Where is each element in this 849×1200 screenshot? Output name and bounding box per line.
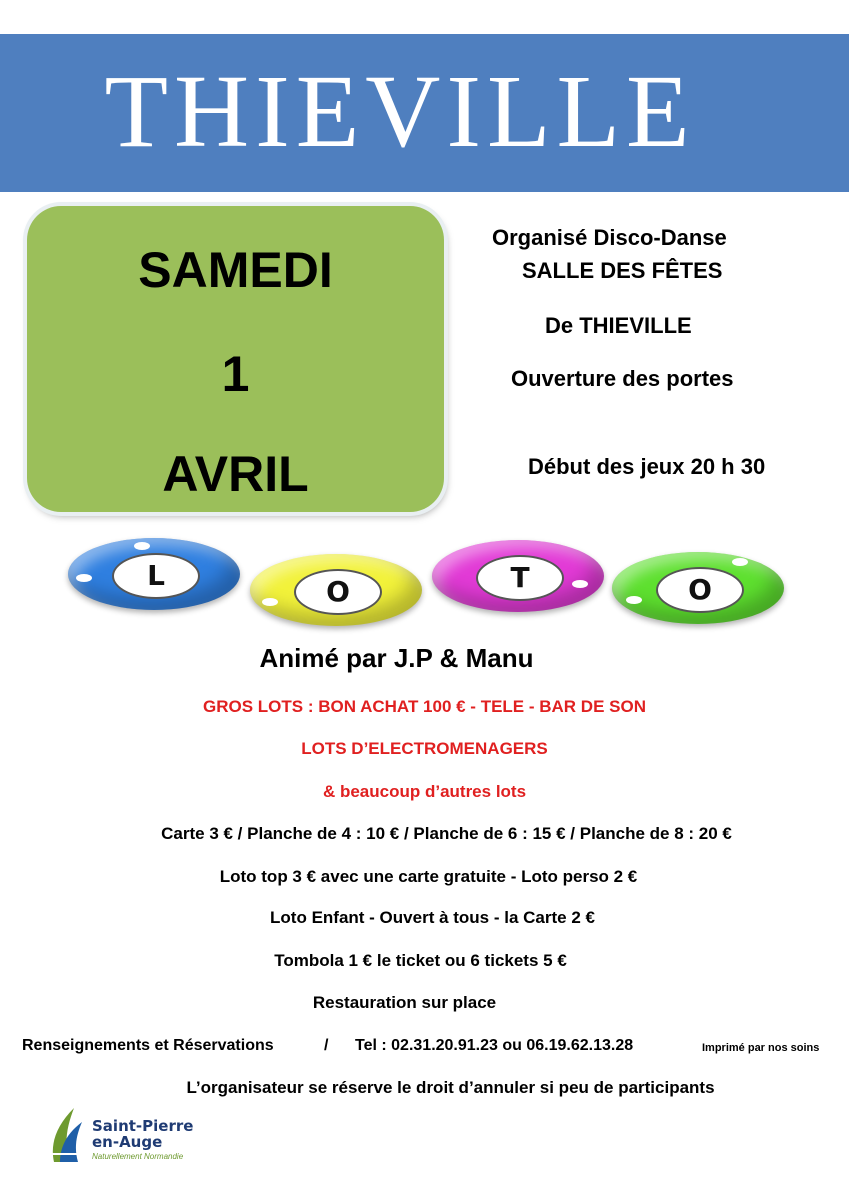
tombola: Tombola 1 € le ticket ou 6 tickets 5 €	[274, 951, 567, 970]
month: AVRIL	[162, 446, 309, 502]
ball-letter: O	[656, 567, 744, 613]
appliance-prizes: LOTS D’ELECTROMENAGERS	[301, 739, 548, 758]
ball-letter: L	[112, 553, 200, 599]
ball-letter: O	[294, 569, 382, 615]
town-line: De THIEVILLE	[545, 313, 692, 338]
loto-ball-l	[68, 538, 240, 610]
contact-separator: /	[324, 1037, 329, 1054]
logo-emblem-icon	[48, 1104, 88, 1166]
doors-opening: Ouverture des portes	[511, 366, 734, 391]
loto-ball-o	[250, 554, 422, 626]
loto-ball-t	[432, 540, 604, 612]
card-prices: Carte 3 € / Planche de 4 : 10 € / Planche de 6 : 15 € / Planche de 8 : 20 €	[161, 824, 732, 843]
organizer: Organisé Disco-Danse	[492, 225, 727, 250]
day-name: SAMEDI	[138, 242, 333, 298]
logo-line-1: Saint-Pierre	[92, 1117, 194, 1135]
saint-pierre-en-auge-logo	[48, 1104, 208, 1170]
loto-balls	[60, 530, 800, 625]
logo-tagline: Naturellement Normandie	[92, 1152, 184, 1161]
main-prizes: GROS LOTS : BON ACHAT 100 € - TELE - BAR DE SON	[203, 697, 646, 716]
day-number: 1	[221, 346, 250, 402]
ball-letter: T	[476, 555, 564, 601]
more-prizes: & beaucoup d’autres lots	[322, 782, 527, 801]
disclaimer: L’organisateur se réserve le droit d’annuler si peu de participants	[186, 1078, 715, 1097]
venue: SALLE DES FÊTES	[522, 258, 723, 283]
host: Animé par J.P & Manu	[259, 643, 534, 673]
contact-phones: Tel : 02.31.20.91.23 ou 06.19.62.13.28	[355, 1037, 634, 1054]
town-title: THIEVILLE	[104, 54, 696, 169]
date-box	[27, 206, 444, 512]
contact-label: Renseignements et Réservations	[22, 1037, 274, 1054]
loto-top: Loto top 3 € avec une carte gratuite - Loto perso 2 €	[219, 867, 638, 886]
logo-line-2: en-Auge	[92, 1133, 163, 1151]
game-start: Début des jeux 20 h 30	[528, 454, 766, 479]
kids-loto: Loto Enfant - Ouvert à tous - la Carte 2 €	[270, 908, 595, 927]
printed-note: Imprimé par nos soins	[702, 1042, 820, 1054]
food: Restauration sur place	[312, 993, 497, 1012]
loto-ball-o-2	[612, 552, 784, 624]
